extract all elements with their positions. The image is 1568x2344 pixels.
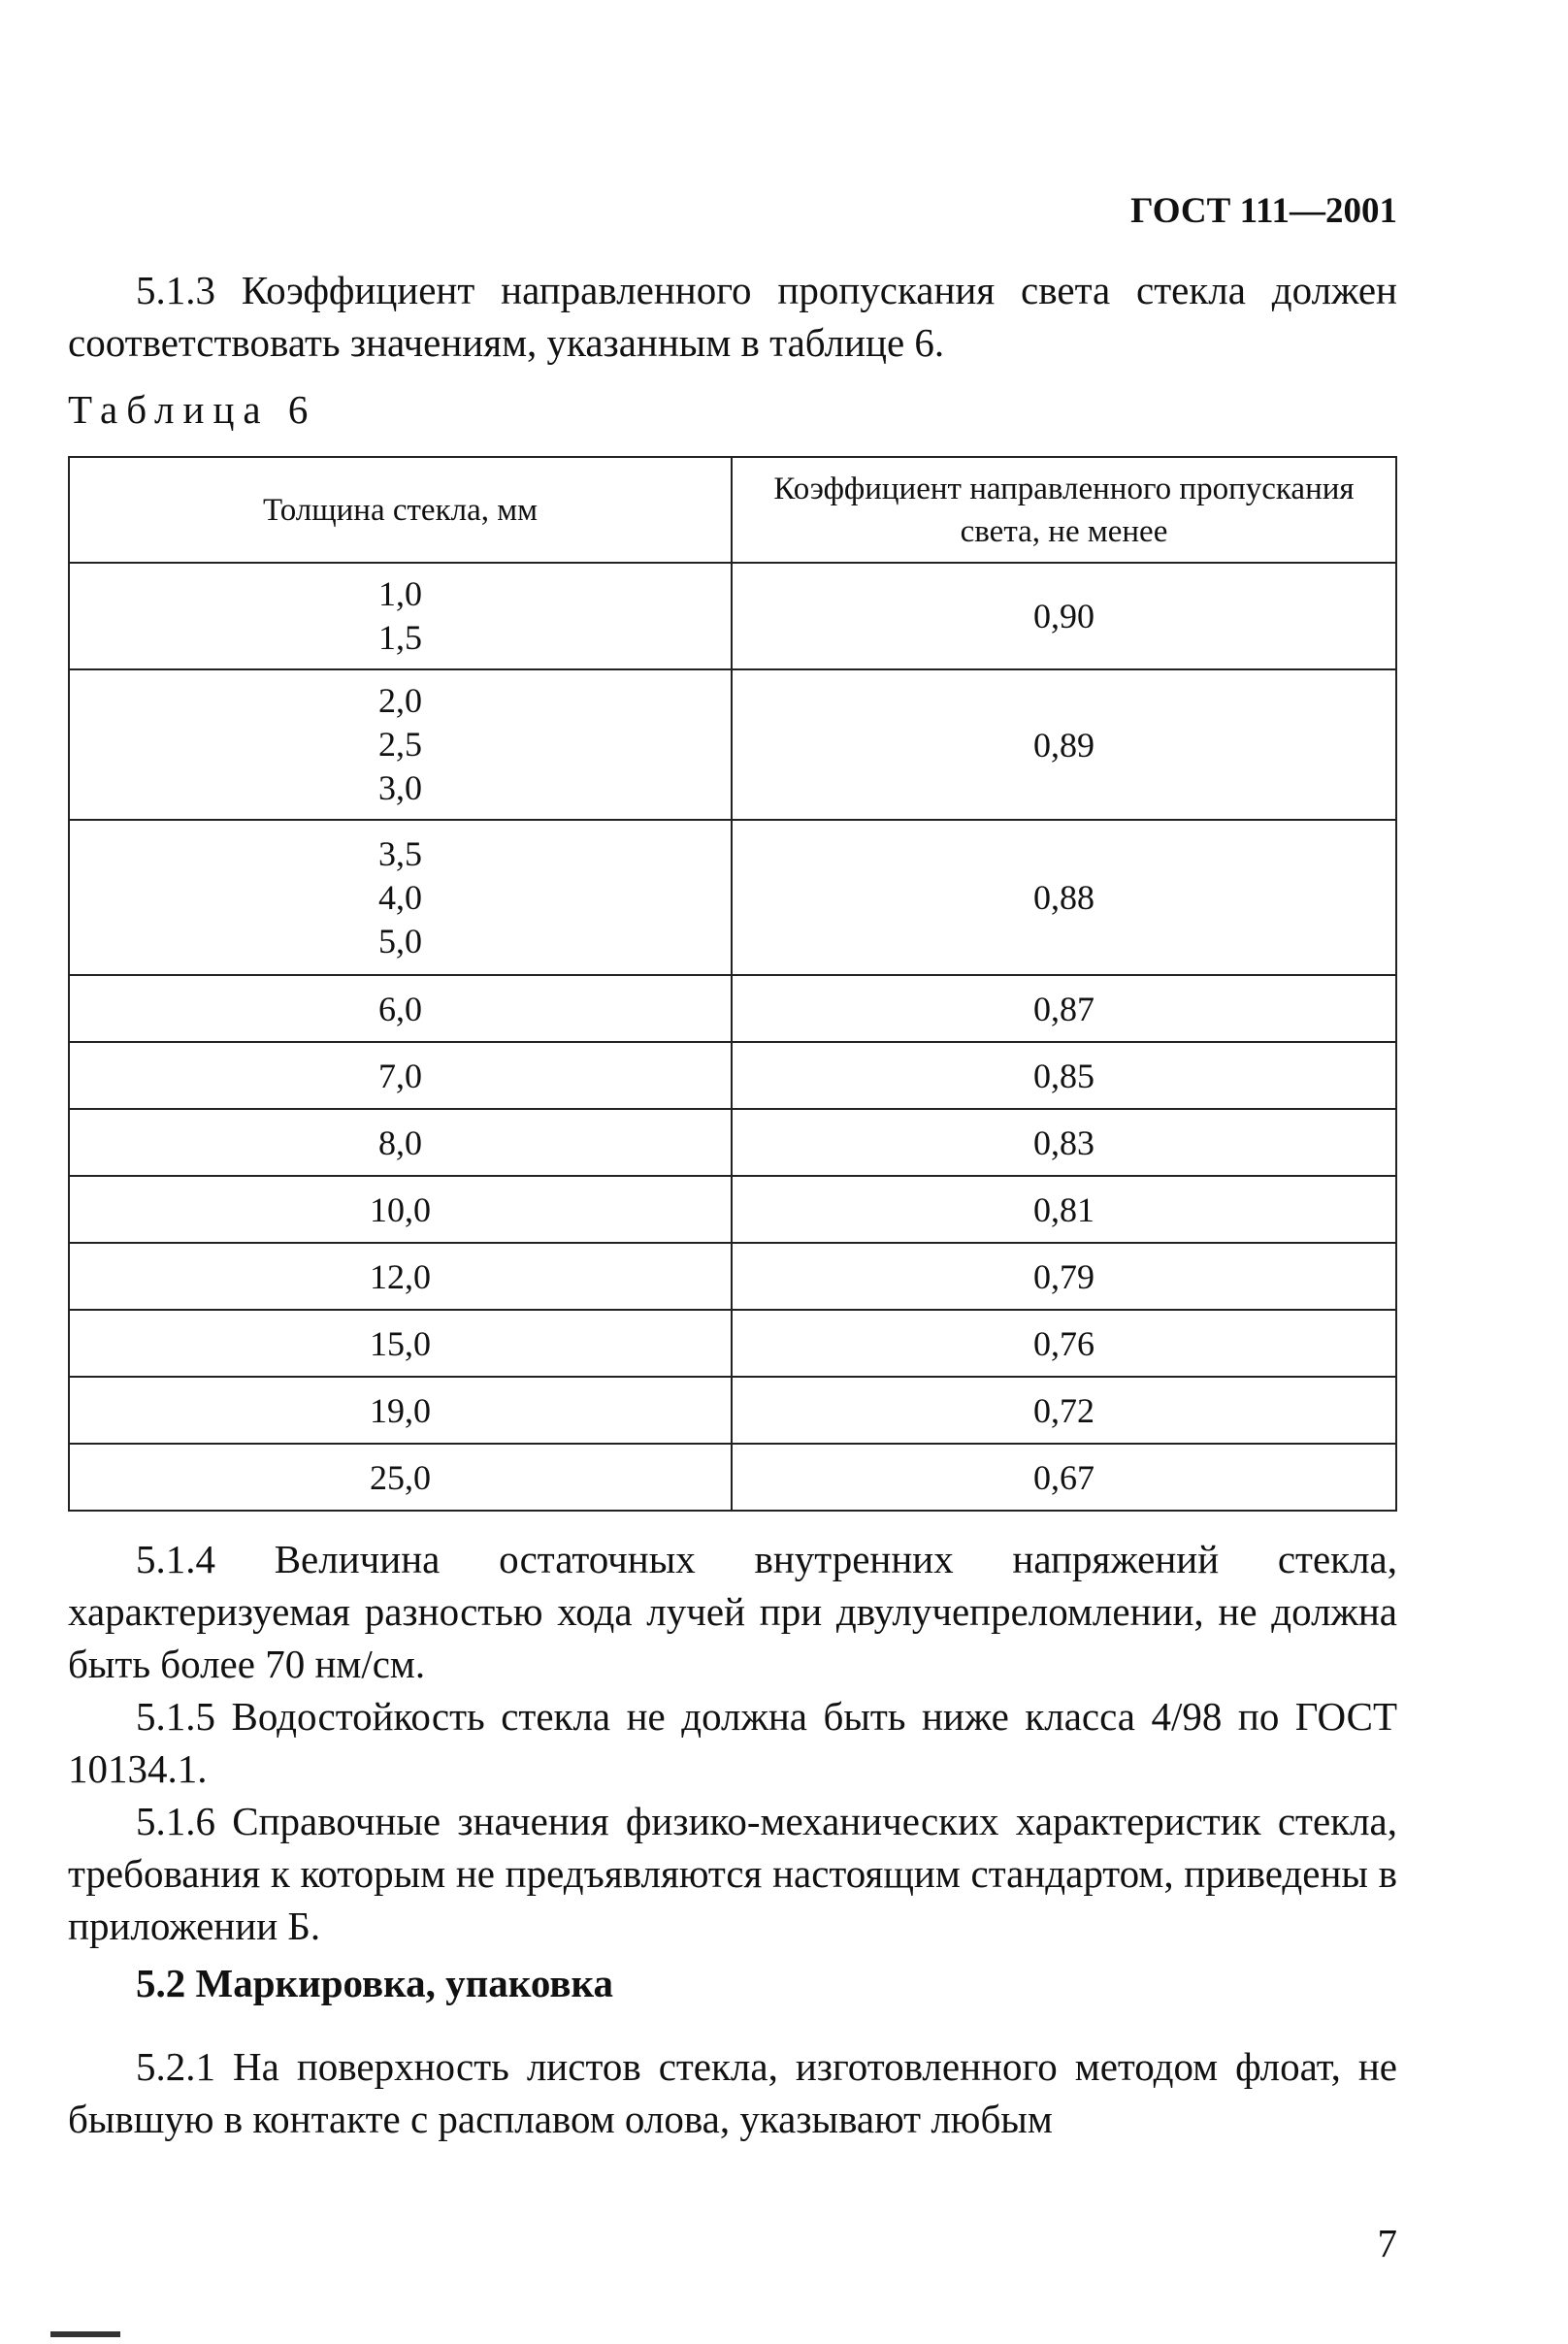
table-header-row <box>69 457 1396 563</box>
coefficient-cell: 0,88 <box>732 820 1396 975</box>
header-thickness: Толщина стекла, мм <box>69 457 732 563</box>
coefficient-cell: 0,79 <box>732 1243 1396 1310</box>
table-row <box>69 1042 1396 1109</box>
table-row <box>69 1444 1396 1511</box>
coefficient-cell: 0,72 <box>732 1377 1396 1444</box>
paragraph-5-1-5: 5.1.5 Водостойкость стекла не должна быть ниже класса 4/98 по ГОСТ 10134.1. <box>68 1694 1397 1791</box>
thickness-value: 1,5 <box>378 618 422 657</box>
coefficient-cell: 0,76 <box>732 1310 1396 1377</box>
table-row <box>69 563 1396 669</box>
paragraph-5-1-6: 5.1.6 Справочные значения физико-механических характеристик стекла, требования к которым не предъявляются настоящим стандартом, приведены в приложении Б. <box>68 1799 1397 1948</box>
coefficient-cell: 0,85 <box>732 1042 1396 1109</box>
section-heading: 5.2 Маркировка, упаковка <box>136 1961 613 2005</box>
thickness-cell: 7,0 <box>69 1042 732 1109</box>
coefficient-cell: 0,90 <box>732 563 1396 669</box>
thickness-value: 2,5 <box>378 725 422 764</box>
thickness-value: 2,0 <box>378 681 422 720</box>
table-row <box>69 1310 1396 1377</box>
thickness-cell: 8,0 <box>69 1109 732 1176</box>
paragraph-5-2-1: 5.2.1 На поверхность листов стекла, изготовленного методом флоат, не бывшую в контакте с расплавом олова, указывают любым <box>68 2044 1397 2141</box>
thickness-value: 3,5 <box>378 833 422 873</box>
coefficient-cell: 0,83 <box>732 1109 1396 1176</box>
coefficient-cell: 0,67 <box>732 1444 1396 1511</box>
header-coefficient: Коэффициент направленного пропускания света, не менее <box>732 457 1396 563</box>
thickness-value: 3,0 <box>378 768 422 807</box>
table-row <box>69 1176 1396 1243</box>
table-row <box>69 820 1396 975</box>
thickness-value: 4,0 <box>378 877 422 917</box>
paragraph-5-1-4: 5.1.4 Величина остаточных внутренних напряжений стекла, характеризуемая разностью хода лучей при двулучепреломлении, не должна быть более 70 нм/см. <box>68 1537 1397 1686</box>
thickness-cell <box>69 820 732 975</box>
transmittance-table <box>68 456 1397 1512</box>
scan-edge-mark <box>50 2331 120 2337</box>
thickness-value: 1,0 <box>378 574 422 613</box>
table-row <box>69 1243 1396 1310</box>
table-row <box>69 1377 1396 1444</box>
thickness-cell: 10,0 <box>69 1176 732 1243</box>
table-caption: Таблица 6 <box>68 387 317 432</box>
table-row <box>69 1109 1396 1176</box>
table-row <box>69 975 1396 1042</box>
table-row <box>69 669 1396 820</box>
page-number: 7 <box>1377 2221 1397 2265</box>
standard-designation: ГОСТ 111—2001 <box>1130 191 1397 231</box>
coefficient-cell: 0,81 <box>732 1176 1396 1243</box>
thickness-cell: 19,0 <box>69 1377 732 1444</box>
coefficient-cell: 0,87 <box>732 975 1396 1042</box>
thickness-cell: 6,0 <box>69 975 732 1042</box>
coefficient-cell: 0,89 <box>732 669 1396 820</box>
thickness-cell: 25,0 <box>69 1444 732 1511</box>
thickness-cell <box>69 563 732 669</box>
thickness-cell: 15,0 <box>69 1310 732 1377</box>
paragraph-5-1-3: 5.1.3 Коэффициент направленного пропускания света стекла должен соответствовать значениям, указанным в таблице 6. <box>68 268 1397 365</box>
thickness-value: 5,0 <box>378 921 422 960</box>
thickness-cell: 12,0 <box>69 1243 732 1310</box>
thickness-cell <box>69 669 732 820</box>
